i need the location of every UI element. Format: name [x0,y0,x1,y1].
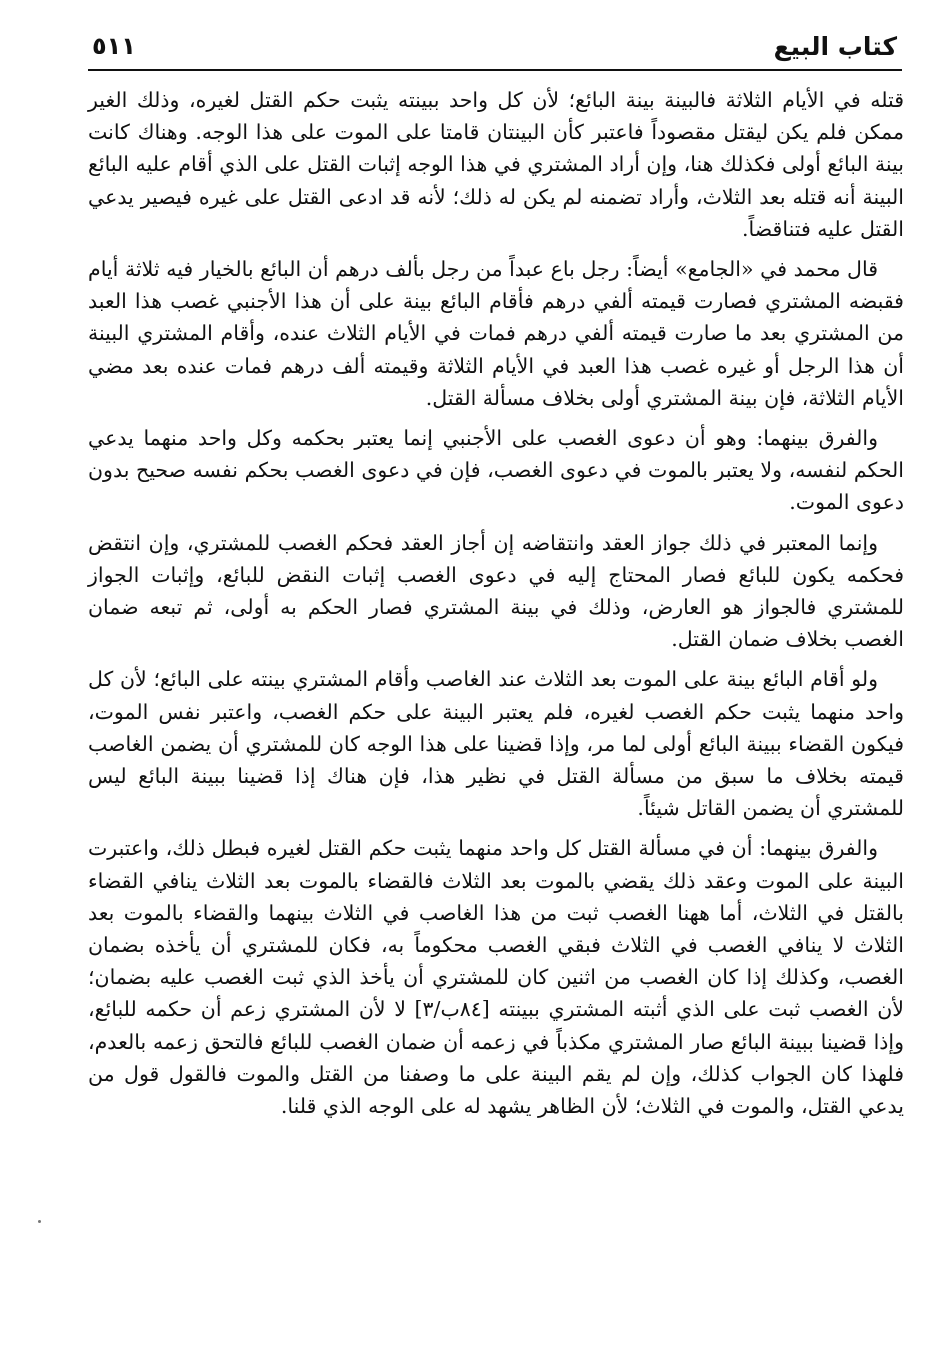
page-body [88,84,904,1130]
paragraph: قال محمد في «الجامع» أيضاً: رجل باع عبداً من رجل بألف درهم أن البائع بالخيار فيه ثلاثة أيام فقبضه المشتري فصارت قيمته ألفي درهم فأقام البائع بينة على أن هذا الأجنبي غصب هذا العبد من المشتري بعد ما صارت قيمته ألفي درهم فمات في الأيام الثلاث عنده، وأقام المشتري البينة أن هذا الرجل أو غيره غصب هذا العبد في الأيام الثلاثة وقيمته ألف درهم فمات عنده بعد مضي الأيام الثلاثة، فإن بينة المشتري أولى بخلاف مسألة القتل. [88,257,904,410]
page-number: ٥١١ [92,32,136,60]
page-header [60,22,903,66]
paragraph: وإنما المعتبر في ذلك جواز العقد وانتقاضه إن أجاز العقد فحكم الغصب للمشتري، وإن انتقض فحكمه يكون للبائع فصار المحتاج إليه في دعوى الغصب إثبات النقض للبائع، وإثبات الجواز للمشتري فالجواز هو العارض، وذلك في بينة المشتري فصار الحكم به أولى، ثم تبعه ضمان الغصب بخلاف ضمان القتل. [88,530,904,652]
paragraph: قتله في الأيام الثلاثة فالبينة بينة البائع؛ لأن كل واحد ببينته يثبت حكم القتل لغيره، وذلك الغير ممكن فلم يكن ليقتل مقصوداً فاعتبر كأن البينتان قامتا على الموت على هذا الوجه. وهناك كانت بينة البائع أولى فكذلك هنا، وإن أراد المشتري في هذا الوجه إثبات القتل على الذي أقام عليه البائع البينة أنه قتله بعد الثلاث، وأراد تضمنه لم يكن له ذلك؛ لأنه قد ادعى القتل على غيره فيصير يدعي القتل عليه فتناقضاً. [88,88,904,241]
paragraph: ولو أقام البائع بينة على الموت بعد الثلاث عند الغاصب وأقام المشتري بينته على البائع؛ لأن كل واحد منهما يثبت حكم الغصب لغيره، فلم يعتبر البينة على حكم الغصب، واعتبر نفس الموت، فيكون القضاء ببينة البائع أولى لما مر، وإذا قضينا على هذا الوجه كان للمشتري أن يضمن الغاصب قيمته بخلاف ما سبق من مسألة القتل في نظير هذا، فإن هناك إذا قضينا ببينة البائع ليس للمشتري أن يضمن القاتل شيئاً. [88,667,904,821]
header-divider [88,69,902,71]
margin-speck [38,1220,41,1223]
paragraph: والفرق بينهما: أن في مسألة القتل كل واحد منهما يثبت حكم القتل لغيره فبطل ذلك، واعتبرت البينة على الموت وعقد ذلك يقضي بالموت بعد الثلاث فالقضاء بالموت بعد الثلاث ينافي القضاء بالقتل في الثلاث، أما ههنا الغصب ثبت من هذا الغاصب في الثلاث بينهما والقضاء بالموت بعد الثلاث لا ينافي الغصب في الثلاث فبقي الغصب محكوماً به، فكان للمشتري أن يأخذه بضمان الغصب، وكذلك إذا كان الغصب من اثنين كان للمشتري أن يأخذ الذي ثبت الغصب عليه بضمان؛ لأن الغصب ثبت على الذي أثبته المشتري ببينته [٨٤ب/٣] لا لأن المشتري زعم أن حكمه للبائع، وإذا قضينا ببينة البائع صار المشتري مكذباً في زعمه أن ضمان الغصب للبائع فالتحق زعمه بالعدم، فلهذا كان الجواب كذلك، وإن لم يقم البينة على ما وصفنا من القتل والموت فالقول قول من يدعي القتل، والموت في الثلاث؛ لأن الظاهر يشهد له على الوجه الذي قلنا. [88,836,904,1119]
chapter-title: كتاب البيع [773,32,897,61]
paragraph: والفرق بينهما: وهو أن دعوى الغصب على الأجنبي إنما يعتبر بحكمه وكل واحد منهما يدعي الحكم لنفسه، ولا يعتبر بالموت في دعوى الغصب، فإن في دعوى الغصب بحكم نفسه صحيح بدون دعوى الموت. [88,426,904,515]
